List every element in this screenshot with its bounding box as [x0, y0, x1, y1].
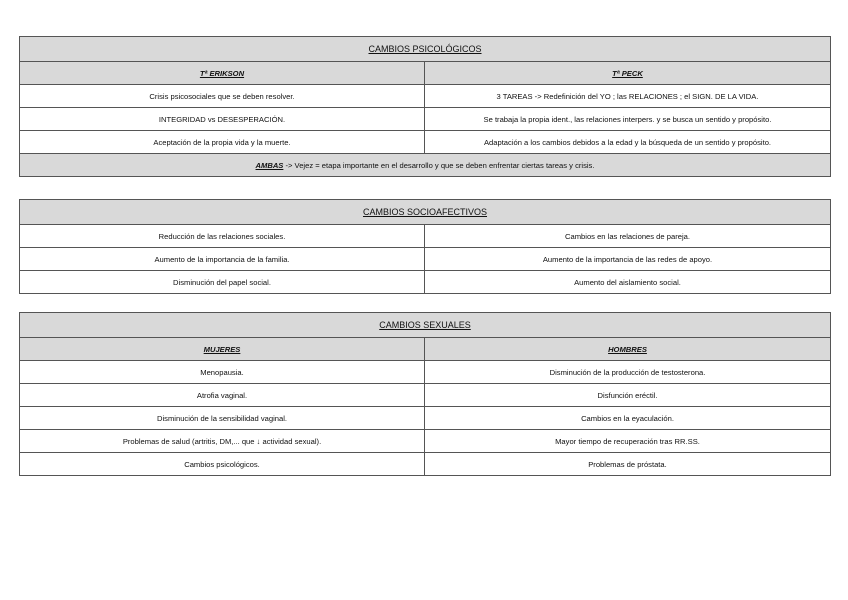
- table-row: [20, 407, 831, 430]
- ambas-label: AMBAS: [255, 160, 284, 170]
- table-cell: Menopausia.: [20, 361, 425, 384]
- table-row: [20, 430, 831, 453]
- table-cell: Disminución del papel social.: [20, 271, 425, 294]
- column-header-erikson: Tª ERIKSON: [20, 62, 425, 85]
- table-cell: Aumento de la importancia de la familia.: [20, 248, 425, 271]
- table-cell: 3 TAREAS -> Redefinición del YO ; las RELACIONES ; el SIGN. DE LA VIDA.: [425, 85, 831, 108]
- table-row: [20, 453, 831, 476]
- table-title: CAMBIOS SOCIOAFECTIVOS: [20, 200, 831, 225]
- both-theories-summary: [20, 154, 831, 177]
- table-title: CAMBIOS PSICOLÓGICOS: [20, 37, 831, 62]
- table-cell: INTEGRIDAD vs DESESPERACIÓN.: [20, 108, 425, 131]
- table-cell: Adaptación a los cambios debidos a la edad y la búsqueda de un sentido y propósito.: [425, 131, 831, 154]
- table-row: [20, 248, 831, 271]
- table-row: [20, 361, 831, 384]
- table-cell: Crisis psicosociales que se deben resolver.: [20, 85, 425, 108]
- table-cell: Disminución de la sensibilidad vaginal.: [20, 407, 425, 430]
- table-row: [20, 131, 831, 154]
- table-cell: Disminución de la producción de testosterona.: [425, 361, 831, 384]
- table-row: [20, 108, 831, 131]
- table-cell: Cambios psicológicos.: [20, 453, 425, 476]
- table-cell: Aumento de la importancia de las redes de apoyo.: [425, 248, 831, 271]
- table-cell: Problemas de salud (artritis, DM,... que ↓ actividad sexual).: [20, 430, 425, 453]
- psychological-changes-table: [19, 36, 831, 177]
- table-row: [20, 85, 831, 108]
- table-cell: Problemas de próstata.: [425, 453, 831, 476]
- table-cell: Mayor tiempo de recuperación tras RR.SS.: [425, 430, 831, 453]
- column-header-peck: Tª PECK: [425, 62, 831, 85]
- table-cell: Cambios en las relaciones de pareja.: [425, 225, 831, 248]
- sexual-changes-table: [19, 312, 831, 476]
- table-title: CAMBIOS SEXUALES: [20, 313, 831, 338]
- table-cell: Cambios en la eyaculación.: [425, 407, 831, 430]
- table-cell: Aceptación de la propia vida y la muerte.: [20, 131, 425, 154]
- table-cell: Atrofia vaginal.: [20, 384, 425, 407]
- table-row: [20, 384, 831, 407]
- table-cell: Reducción de las relaciones sociales.: [20, 225, 425, 248]
- ambas-text: -> Vejez = etapa importante en el desarrollo y que se deben enfrentar ciertas tareas y crisis.: [283, 160, 595, 170]
- column-header-men: HOMBRES: [425, 338, 831, 361]
- table-cell: Aumento del aislamiento social.: [425, 271, 831, 294]
- socioaffective-changes-table: [19, 199, 831, 294]
- table-cell: Se trabaja la propia ident., las relaciones interpers. y se busca un sentido y propósito.: [425, 108, 831, 131]
- column-header-women: MUJERES: [20, 338, 425, 361]
- table-cell: Disfunción eréctil.: [425, 384, 831, 407]
- table-row: [20, 271, 831, 294]
- table-row: [20, 225, 831, 248]
